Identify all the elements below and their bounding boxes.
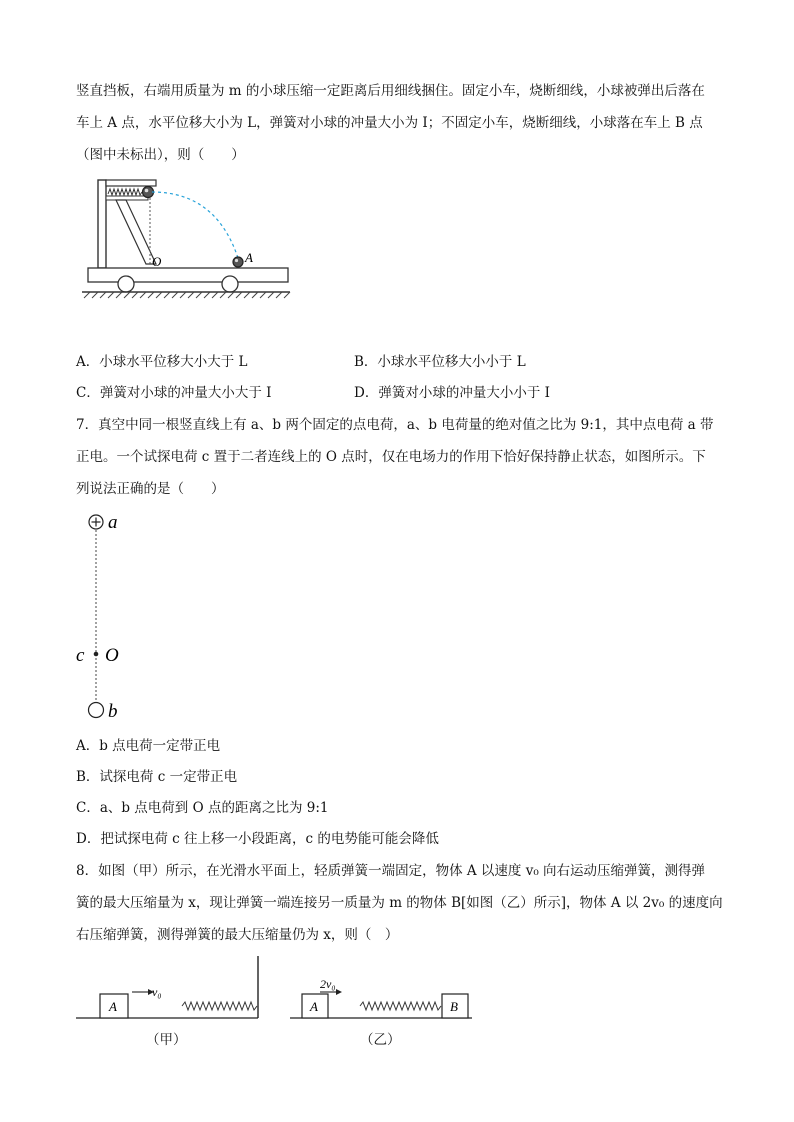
spring-icon [108,189,142,195]
q8-text-line-2: 簧的最大压缩量为 x，现让弹簧一端连接另一质量为 m 的物体 B[如图（乙）所示]，物体 A 以 2v₀ 的速度向 [76,895,723,911]
q7-text-line-2: 正电。一个试探电荷 c 置于二者连线上的 O 点时，仅在电场力的作用下恰好保持静止状态，如图所示。下 [76,449,706,465]
block-a-label: A [310,999,318,1014]
q8-text-line-1: 8．如图（甲）所示，在光滑水平面上，轻质弹簧一端固定，物体 A 以速度 v₀ 向右运动压缩弹簧，测得弹 [76,863,706,879]
cart-body [88,268,288,282]
block-b-label: B [450,999,458,1014]
q7-option-d[interactable]: D．把试探电荷 c 往上移一小段距离，c 的电势能可能会降低 [76,831,439,847]
q7-text-line-1: 7．真空中同一根竖直线上有 a、b 两个固定的点电荷，a、b 电荷量的绝对值之比为 9:1，其中点电荷 a 带 [76,417,714,433]
q6-text-line-3: （图中未标出），则（ ） [76,147,245,163]
q7-charges-figure [72,510,142,725]
ball-icon [143,187,154,198]
q6-option-b[interactable]: B．小球水平位移大小小于 L [354,354,526,370]
ball-landed-icon [233,257,243,267]
velocity-label: v₀ [152,985,162,999]
velocity-label: 2v₀ [320,977,336,991]
label-a: A [245,250,253,265]
cart-top-bar [106,180,156,186]
label-a-charge: a [108,512,118,533]
charge-b-icon [89,703,104,718]
spring-icon [182,1002,257,1010]
spring-icon [360,1002,441,1010]
q6-option-a[interactable]: A．小球水平位移大小大于 L [76,354,248,370]
q6-text-line-2: 车上 A 点，水平位移大小为 L，弹簧对小球的冲量大小为 I；不固定小车，烧断细线，小球落在车上 B 点 [76,115,703,131]
block-a-label: A [109,999,117,1014]
cart-wall [98,180,106,268]
label-o: O [152,254,162,269]
q8-caption-yi: （乙） [360,1032,401,1048]
label-c-charge: c [76,645,85,666]
trajectory-path [152,192,238,258]
wheel-icon [222,276,238,292]
label-b-charge: b [108,701,118,722]
q8-figure-jia [76,954,266,1024]
q6-option-d[interactable]: D．弹簧对小球的冲量大小小于 I [354,385,550,401]
q8-caption-jia: （甲） [146,1032,187,1048]
label-o-point: O [105,645,119,666]
q6-text-line-1: 竖直挡板，右端用质量为 m 的小球压缩一定距离后用细线捆住。固定小车，烧断细线，小球被弹出后落在 [76,83,705,99]
test-charge-dot [94,652,99,657]
q8-figure-yi [290,954,480,1024]
q8-text-line-3: 右压缩弹簧，测得弹簧的最大压缩量仍为 x，则（ ） [76,927,399,943]
q7-text-line-3: 列说法正确的是（ ） [76,481,225,497]
wheel-icon [118,276,134,292]
q6-cart-figure [76,176,296,300]
ground-hatch [84,292,290,298]
q7-option-b[interactable]: B．试探电荷 c 一定带正电 [76,769,238,785]
q7-option-c[interactable]: C．a、b 点电荷到 O 点的距离之比为 9:1 [76,800,329,816]
q6-option-c[interactable]: C．弹簧对小球的冲量大小大于 I [76,385,272,401]
q7-option-a[interactable]: A．b 点电荷一定带正电 [76,738,221,754]
